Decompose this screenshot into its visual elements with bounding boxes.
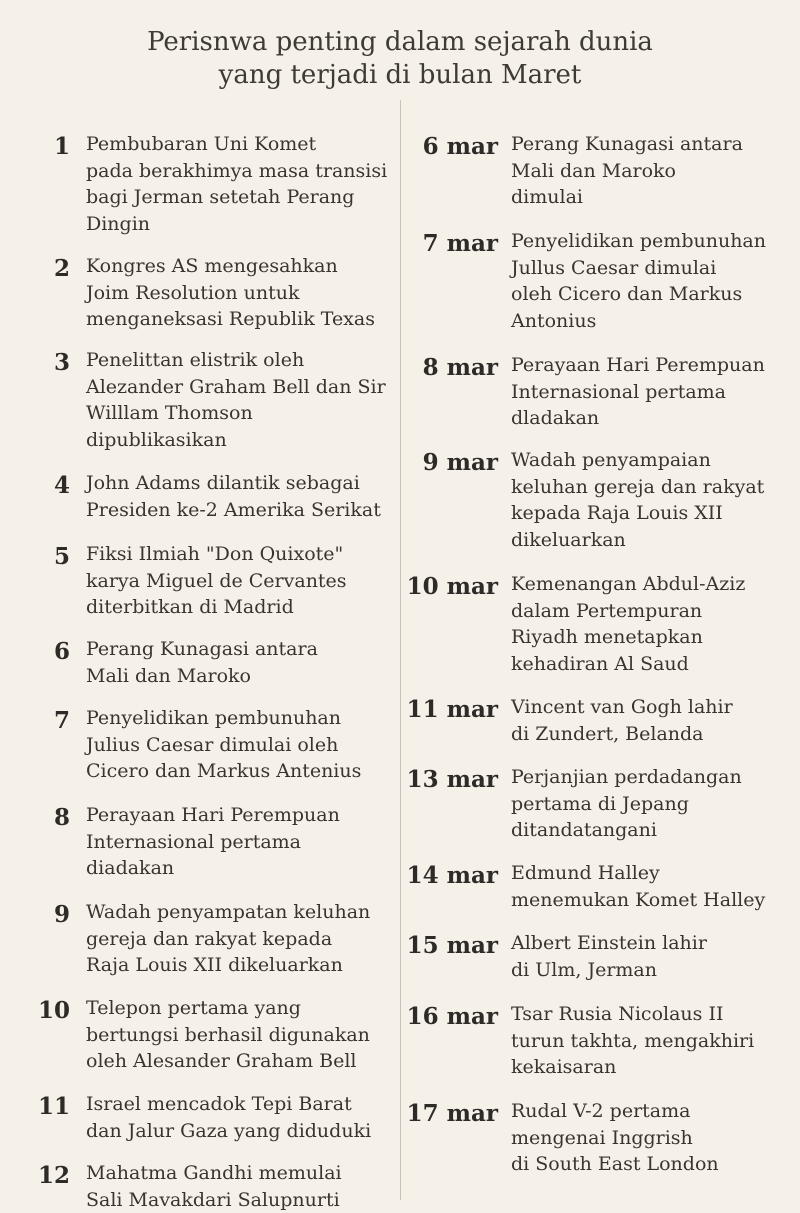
right-entry-number: 8 mar <box>400 354 498 381</box>
right-entry-text <box>511 930 800 983</box>
left-entry-number: 4 <box>30 472 70 499</box>
left-entry-text-line: Israel mencadok Tepi Barat <box>86 1091 391 1118</box>
left-entry-text <box>86 1091 391 1144</box>
right-entry-text <box>511 1098 800 1178</box>
right-entry-text-line: dalam Pertempuran <box>511 598 800 625</box>
right-entry-text-line: turun takhta, mengakhiri <box>511 1028 800 1055</box>
left-entry-text-line: Penyelidikan pembunuhan <box>86 705 391 732</box>
right-entry-number: 9 mar <box>400 449 498 476</box>
left-entry-text-line: Perayaan Hari Perempuan <box>86 802 391 829</box>
left-entry-text <box>86 636 391 689</box>
left-entry-text <box>86 705 391 785</box>
right-entry-text-line: Rudal V-2 pertama <box>511 1098 800 1125</box>
left-entry-text-line: oleh Alesander Graham Bell <box>86 1048 391 1075</box>
right-event-column <box>400 0 800 1200</box>
left-entry-number: 8 <box>30 804 70 831</box>
right-entry-text-line: Tsar Rusia Nicolaus II <box>511 1001 800 1028</box>
left-entry-text-line: dan Jalur Gaza yang diduduki <box>86 1118 391 1145</box>
right-entry-text-line: Perang Kunagasi antara <box>511 131 800 158</box>
right-entry-text-line: di Zundert, Belanda <box>511 721 800 748</box>
left-entry-number: 10 <box>30 997 70 1024</box>
left-entry-text-line: Pembubaran Uni Komet <box>86 131 391 158</box>
right-entry-text-line: Edmund Halley <box>511 860 800 887</box>
left-entry-text <box>86 541 391 621</box>
right-entry-text-line: ditandatangani <box>511 817 800 844</box>
left-entry-number: 7 <box>30 707 70 734</box>
right-entry-text-line: Internasional pertama <box>511 379 800 406</box>
left-entry-number: 2 <box>30 255 70 282</box>
right-entry-number: 17 mar <box>400 1100 498 1127</box>
left-entry-number: 11 <box>30 1093 70 1120</box>
left-entry-text-line: Cicero dan Markus Antenius <box>86 758 391 785</box>
right-entry-number: 16 mar <box>400 1003 498 1030</box>
right-entry-text-line: Riyadh menetapkan <box>511 624 800 651</box>
right-entry-text-line: Kemenangan Abdul-Aziz <box>511 571 800 598</box>
left-entry-text-line: Fiksi Ilmiah "Don Quixote" <box>86 541 391 568</box>
right-entry-number: 10 mar <box>400 573 498 600</box>
right-entry-text-line: di South East London <box>511 1151 800 1178</box>
left-entry-text-line: gereja dan rakyat kepada <box>86 926 391 953</box>
left-entry-text <box>86 347 391 453</box>
right-entry-text-line: Wadah penyampaian <box>511 447 800 474</box>
right-entry-text-line: kepada Raja Louis XII <box>511 500 800 527</box>
right-entry-text-line: dladakan <box>511 405 800 432</box>
left-entry-text <box>86 470 391 523</box>
right-entry-number: 7 mar <box>400 230 498 257</box>
right-entry-text-line: menemukan Komet Halley <box>511 887 800 914</box>
left-entry-text-line: Internasional pertama <box>86 829 391 856</box>
right-entry-number: 13 mar <box>400 766 498 793</box>
left-entry-text <box>86 899 391 979</box>
left-entry-text-line: Sali Mavakdari Salupnurti <box>86 1187 391 1213</box>
right-entry-text-line: Mali dan Maroko <box>511 158 800 185</box>
left-entry-text-line: Willlam Thomson <box>86 400 391 427</box>
left-entry-text <box>86 802 391 882</box>
right-entry-text-line: dikeluarkan <box>511 527 800 554</box>
right-entry-text-line: keluhan gereja dan rakyat <box>511 474 800 501</box>
right-entry-number: 14 mar <box>400 862 498 889</box>
left-entry-text <box>86 131 391 237</box>
left-entry-text-line: pada berakhimya masa transisi <box>86 158 391 185</box>
left-entry-text-line: Wadah penyampatan keluhan <box>86 899 391 926</box>
left-entry-text-line: menganeksasi Republik Texas <box>86 306 391 333</box>
right-entry-text-line: di Ulm, Jerman <box>511 957 800 984</box>
left-entry-number: 6 <box>30 638 70 665</box>
left-entry-number: 1 <box>30 133 70 160</box>
right-entry-text-line: kehadiran Al Saud <box>511 651 800 678</box>
right-entry-text-line: mengenai Inggrish <box>511 1125 800 1152</box>
left-entry-text-line: Mahatma Gandhi memulai <box>86 1160 391 1187</box>
title-line-1: Perisnwa penting dalam sejarah dunia <box>0 26 800 59</box>
left-entry-text-line: bertungsi berhasil digunakan <box>86 1022 391 1049</box>
right-entry-text <box>511 352 800 432</box>
left-entry-text-line: Joim Resolution untuk <box>86 280 391 307</box>
left-event-column <box>0 0 400 1200</box>
right-entry-text <box>511 228 800 334</box>
right-entry-text-line: oleh Cicero dan Markus <box>511 281 800 308</box>
left-entry-text-line: Mali dan Maroko <box>86 663 391 690</box>
right-entry-text <box>511 694 800 747</box>
right-entry-text-line: kekaisaran <box>511 1054 800 1081</box>
right-entry-text-line: Vincent van Gogh lahir <box>511 694 800 721</box>
left-entry-text-line: Dingin <box>86 211 391 238</box>
left-entry-text-line: karya Miguel de Cervantes <box>86 568 391 595</box>
right-entry-text-line: dimulai <box>511 184 800 211</box>
right-entry-text-line: Albert Einstein lahir <box>511 930 800 957</box>
left-entry-text-line: Julius Caesar dimulai oleh <box>86 732 391 759</box>
left-entry-text-line: dipublikasikan <box>86 427 391 454</box>
left-entry-number: 9 <box>30 901 70 928</box>
right-entry-text <box>511 131 800 211</box>
right-entry-text-line: Antonius <box>511 308 800 335</box>
right-entry-text <box>511 764 800 844</box>
left-entry-text-line: Presiden ke-2 Amerika Serikat <box>86 497 391 524</box>
right-entry-number: 6 mar <box>400 133 498 160</box>
left-entry-text <box>86 253 391 333</box>
right-entry-text-line: pertama di Jepang <box>511 791 800 818</box>
left-entry-text-line: Raja Louis XII dikeluarkan <box>86 952 391 979</box>
left-entry-text-line: John Adams dilantik sebagai <box>86 470 391 497</box>
right-entry-text-line: Perjanjian perdadangan <box>511 764 800 791</box>
left-entry-text-line: diadakan <box>86 855 391 882</box>
left-entry-text-line: Alezander Graham Bell dan Sir <box>86 374 391 401</box>
title-line-2: yang terjadi di bulan Maret <box>0 59 800 92</box>
right-entry-text-line: Perayaan Hari Perempuan <box>511 352 800 379</box>
left-entry-text-line: diterbitkan di Madrid <box>86 594 391 621</box>
left-entry-text-line: Telepon pertama yang <box>86 995 391 1022</box>
right-entry-text <box>511 571 800 677</box>
right-entry-number: 15 mar <box>400 932 498 959</box>
right-entry-number: 11 mar <box>400 696 498 723</box>
left-entry-text-line: Penelittan elistrik oleh <box>86 347 391 374</box>
right-entry-text <box>511 1001 800 1081</box>
left-entry-text-line: bagi Jerman setetah Perang <box>86 184 391 211</box>
right-entry-text-line: Penyelidikan pembunuhan <box>511 228 800 255</box>
left-entry-number: 12 <box>30 1162 70 1189</box>
left-entry-text <box>86 995 391 1075</box>
left-entry-number: 3 <box>30 349 70 376</box>
right-entry-text <box>511 860 800 913</box>
left-entry-text-line: Kongres AS mengesahkan <box>86 253 391 280</box>
left-entry-text <box>86 1160 391 1213</box>
left-entry-number: 5 <box>30 543 70 570</box>
right-entry-text-line: Jullus Caesar dimulai <box>511 255 800 282</box>
left-entry-text-line: Perang Kunagasi antara <box>86 636 391 663</box>
right-entry-text <box>511 447 800 553</box>
